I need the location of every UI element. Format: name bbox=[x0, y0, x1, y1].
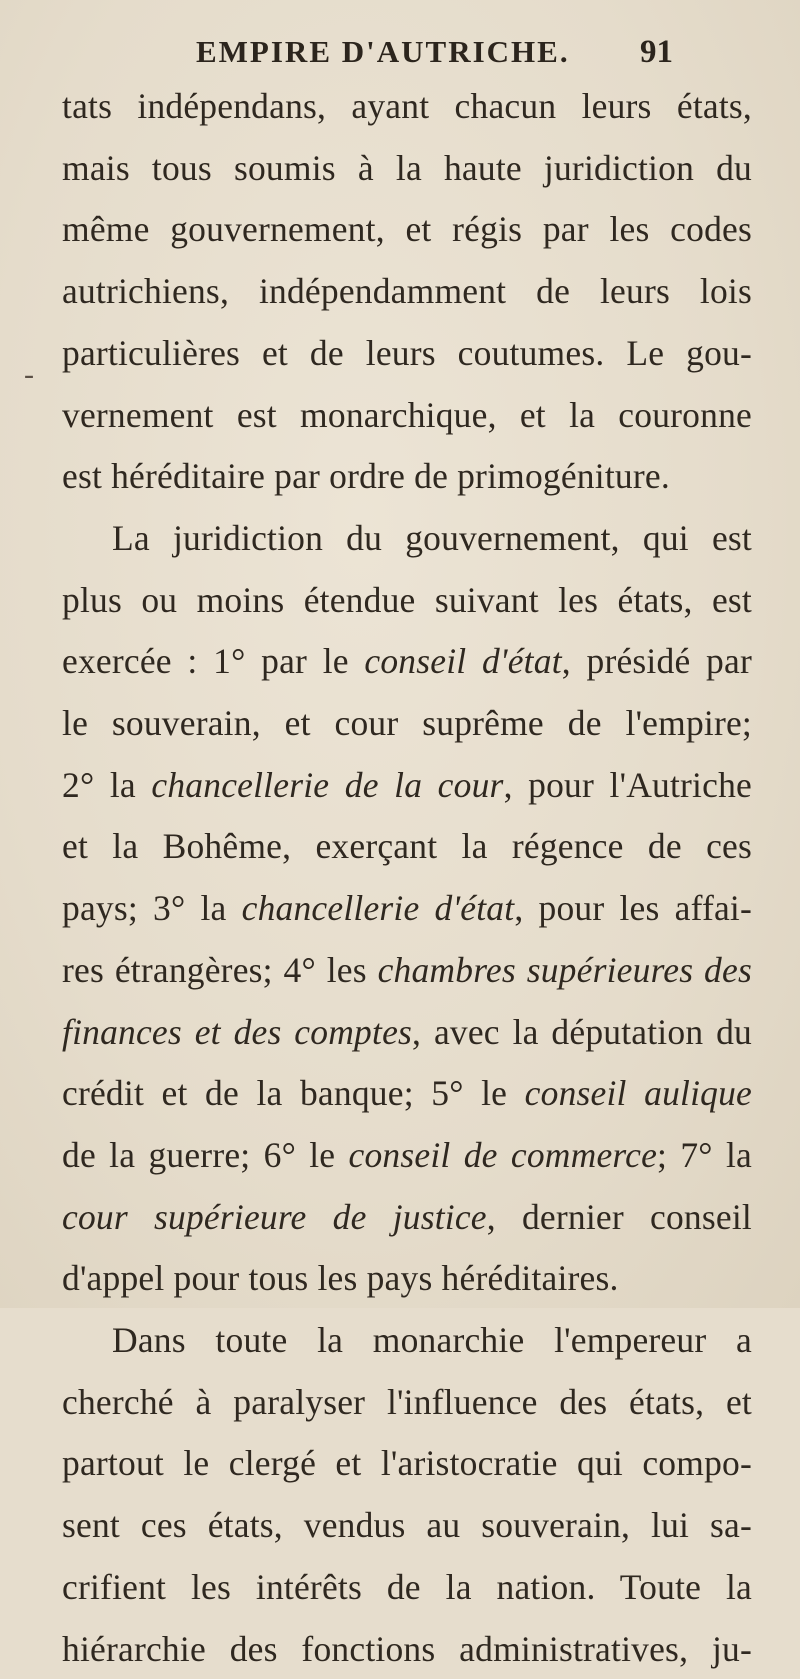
text-segment: crifient les intérêts de la nation. Toute la bbox=[62, 1566, 752, 1607]
text-line bbox=[62, 1248, 752, 1308]
text-segment: partout le clergé et l'aristocratie qui compo- bbox=[62, 1443, 752, 1484]
text-segment: , dernier conseil bbox=[486, 1196, 752, 1237]
margin-mark: - bbox=[24, 358, 34, 391]
text-line bbox=[62, 940, 752, 1000]
text-segment: tats indépendans, ayant chacun leurs états, bbox=[62, 86, 752, 126]
text-line bbox=[62, 693, 752, 753]
text-line bbox=[62, 755, 752, 815]
text-line bbox=[62, 1187, 752, 1247]
text-line bbox=[112, 508, 752, 568]
text-segment: ; 7° la bbox=[657, 1134, 752, 1175]
text-line bbox=[62, 385, 752, 445]
italic-phrase: conseil d'état bbox=[364, 641, 562, 682]
text-line bbox=[62, 1495, 752, 1555]
italic-phrase: conseil de commerce bbox=[348, 1134, 658, 1175]
italic-phrase: chancellerie d'état bbox=[241, 888, 515, 929]
text-line bbox=[62, 1433, 752, 1493]
text-segment: plus ou moins étendue suivant les états, est bbox=[62, 579, 752, 620]
text-segment: est héréditaire par ordre de primogéniture. bbox=[62, 456, 670, 497]
running-title: EMPIRE D'AUTRICHE. bbox=[196, 34, 570, 69]
text-line bbox=[62, 138, 752, 198]
text-segment: pays; 3° la bbox=[62, 888, 242, 929]
text-line bbox=[62, 76, 752, 136]
text-line bbox=[112, 1310, 752, 1370]
text-segment: le souverain, et cour suprême de l'empire; bbox=[62, 703, 752, 743]
text-line bbox=[62, 261, 752, 321]
text-segment: et la Bohême, exerçant la régence de ces bbox=[62, 826, 752, 867]
text-line bbox=[62, 1372, 752, 1432]
text-segment: crédit et de la banque; 5° le bbox=[62, 1073, 525, 1114]
text-segment: hiérarchie des fonctions administratives, ju- bbox=[62, 1628, 752, 1669]
text-line bbox=[62, 1619, 752, 1679]
text-segment: même gouvernement, et régis par les codes bbox=[62, 209, 752, 250]
text-line bbox=[62, 631, 752, 691]
text-segment: Dans toute la monarchie l'empereur a bbox=[112, 1320, 752, 1360]
text-segment: , pour les affai- bbox=[514, 888, 753, 929]
text-segment: res étrangères; 4° les bbox=[62, 949, 378, 990]
text-segment: cherché à paralyser l'influence des états, et bbox=[62, 1381, 752, 1422]
italic-phrase: cour supérieure de justice bbox=[62, 1196, 487, 1237]
text-line bbox=[62, 878, 752, 938]
text-segment: autrichiens, indépendamment de leurs lois bbox=[62, 271, 752, 312]
text-line bbox=[62, 446, 752, 506]
text-segment: , pour l'Autriche bbox=[503, 764, 752, 805]
italic-phrase: conseil aulique bbox=[524, 1073, 752, 1114]
italic-phrase: chambres supérieures des bbox=[377, 949, 752, 990]
text-line bbox=[62, 1125, 752, 1185]
text-segment: particulières et de leurs coutumes. Le gou- bbox=[62, 332, 752, 373]
text-line bbox=[62, 1063, 752, 1123]
text-segment: mais tous soumis à la haute juridiction du bbox=[62, 147, 752, 188]
text-segment: 2° la bbox=[62, 764, 152, 805]
text-segment: sent ces états, vendus au souverain, lui sa- bbox=[62, 1505, 752, 1546]
text-segment: exercée : 1° par le bbox=[62, 641, 365, 682]
italic-phrase: chancellerie de la cour bbox=[151, 764, 504, 805]
text-line bbox=[62, 816, 752, 876]
text-segment: d'appel pour tous les pays héréditaires. bbox=[62, 1258, 619, 1299]
text-segment: , avec la députation du bbox=[412, 1011, 752, 1052]
text-line bbox=[62, 323, 752, 383]
text-segment: La juridiction du gouvernement, qui est bbox=[112, 517, 752, 558]
text-segment: , présidé par bbox=[561, 641, 752, 682]
text-segment: de la guerre; 6° le bbox=[62, 1134, 349, 1175]
text-line bbox=[62, 1002, 752, 1062]
italic-phrase: finances et des comptes bbox=[62, 1011, 413, 1052]
text-line bbox=[62, 570, 752, 630]
page-number: 91 bbox=[640, 34, 673, 70]
text-line bbox=[62, 199, 752, 259]
text-segment: vernement est monarchique, et la couronne bbox=[62, 394, 752, 435]
text-line bbox=[62, 1557, 752, 1617]
